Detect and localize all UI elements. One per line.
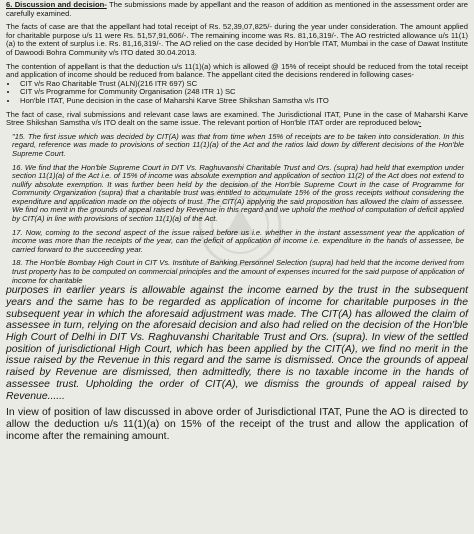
section-heading: 6. Discussion and decision- bbox=[6, 0, 107, 9]
cited-cases-list bbox=[6, 80, 468, 106]
quoted-para-18: 18. The Hon'ble Bombay High Court in CIT Vs. Institute of Banking Personnel Selection (supra) had held that the income derived from trust property has to be computed on commercial principles and the amount of expenses incurred for the said purpose of application of income for charitable bbox=[12, 258, 464, 285]
examination-text: The fact of case, rival submissions and relevant case laws are examined. The Jurisdictional ITAT, Pune in the case of Maharshi Karve Stree Shikshan Samstha v/s ITO dealt on the same issue. The relevant portion of Hon'ble ITAT order are reproduced below bbox=[6, 109, 468, 128]
list-item: • CIT v/s Rao Charitable Trust (ALN)(216 ITR 697) SC bbox=[18, 80, 468, 89]
facts-paragraph: The facts of case are that the appellant had total receipt of Rs. 52,39,07,825/- during the year under consideration. The amount applied for charitable purpose u/s 11 were Rs. 51,57,91,606/-. The remaining income was Rs. 81,16,319/-. The AO restricted allowance u/s 11(1)(a) to the extent of surplus i.e. Rs. 81,16,319/-. The AO relied on the case decided by Hon'ble ITAT, Mumbai in the case of Dawat Institute of Dawoodi Bohra Community v/s ITO dated 30.04.2013. bbox=[6, 22, 468, 57]
examination-paragraph bbox=[6, 111, 468, 128]
list-item: • Hon'ble ITAT, Pune decision in the case of Maharshi Karve Stree Shikshan Samstha v/s ITO bbox=[18, 97, 468, 106]
quoted-para-16: 16. We find that the Hon'ble Supreme Court in DIT Vs. Raghuvanshi Charitable Trust and Ors. (supra) had held that exemption under section 11(1)(a) of the Act i.e. of 15% of income was absolute exemption and application of section 11(2) of the Act does not extend to nullify absolute exemption. It was further been held by the decision of the Hon'ble Supreme Court in the case of Programme for Community Organization (supra) that a charitable trust was entitled to accumulate 15% of the gross receipts without considering the expenditure and application made on the objects of trust. The CIT(A) applying the said proposition has allowed the claim of assessee. We find no merit in the grounds of appeal raised by Revenue in this regard and we uphold the method of computation of deficit applied by CIT(A) in line with provisions of section 11(1)(a) of the Act. bbox=[12, 162, 464, 224]
quoted-para-15: "15. The first issue which was decided by CIT(A) was that from time when 15% of receipts are to be taken into consideration. In this regard, reference was made to provisions of section 11(1)(a) of the Act and the ratios laid down by different decisions of the Hon'ble Supreme Court. bbox=[12, 131, 464, 158]
discussion-intro-text: The submissions made by appellant and the reason of addition as mentioned in the assessment order are carefully examined. bbox=[6, 0, 468, 18]
contention-paragraph: The contention of appellant is that the deduction u/s 11(1)(a) which is allowed @ 15% of receipt should be reduced from the total receipt and application of income should be reduced from balance. The appellant cited the decisions rendered in following cases- bbox=[6, 61, 468, 80]
examination-text-end: - bbox=[418, 118, 422, 128]
list-item: • CIT v/s Programme for Community Organisation (248 ITR 1) SC bbox=[18, 88, 468, 97]
quoted-para-17: 17. Now, coming to the second aspect of the issue raised before us i.e. whether in the instant assessment year the application of income was more than the receipts of the year, can the deficit of application of income i.e. expenditure in the hands of assessee, be carried forward to the succeeding year. bbox=[12, 227, 464, 254]
quoted-para-18-continued bbox=[6, 285, 468, 402]
discussion-paragraph bbox=[6, 1, 468, 18]
quoted-continuation-text: purposes in earlier years is allowable against the income earned by the trust in the subsequent years and the same has to be regarded as application of income for charitable purposes in the subsequent year in which the aforesaid adjustment was made. The CIT(A) has allowed the claim of assessee in turn, relying on the aforesaid decision and also had relied on the decision of the Hon'ble High Court of Delhi in DIT Vs. Raghuvanshi Charitable Trust and Ors. (supra). In view of the settled position of jurisdictional High Court, which has been applied by the CIT(A), we find no merit in the issue raised by the Revenue in this regard and the same is dismissed. Once the grounds of appeal raised by Revenue are dismissed, then admittedly, there is no taxable income in the hands of assessee trust. Upholding the order of CIT(A), we dismiss the grounds of appeal raised by Revenue bbox=[6, 285, 468, 402]
direction-paragraph: In view of position of law discussed in above order of Jurisdictional ITAT, Pune the AO is directed to allow the deduction u/s 11(1)(a) on 15% of the receipt of the trust and allow the application of income after the remaining amount. bbox=[6, 407, 468, 442]
quoted-continuation-ellipsis: ...... bbox=[47, 390, 65, 402]
